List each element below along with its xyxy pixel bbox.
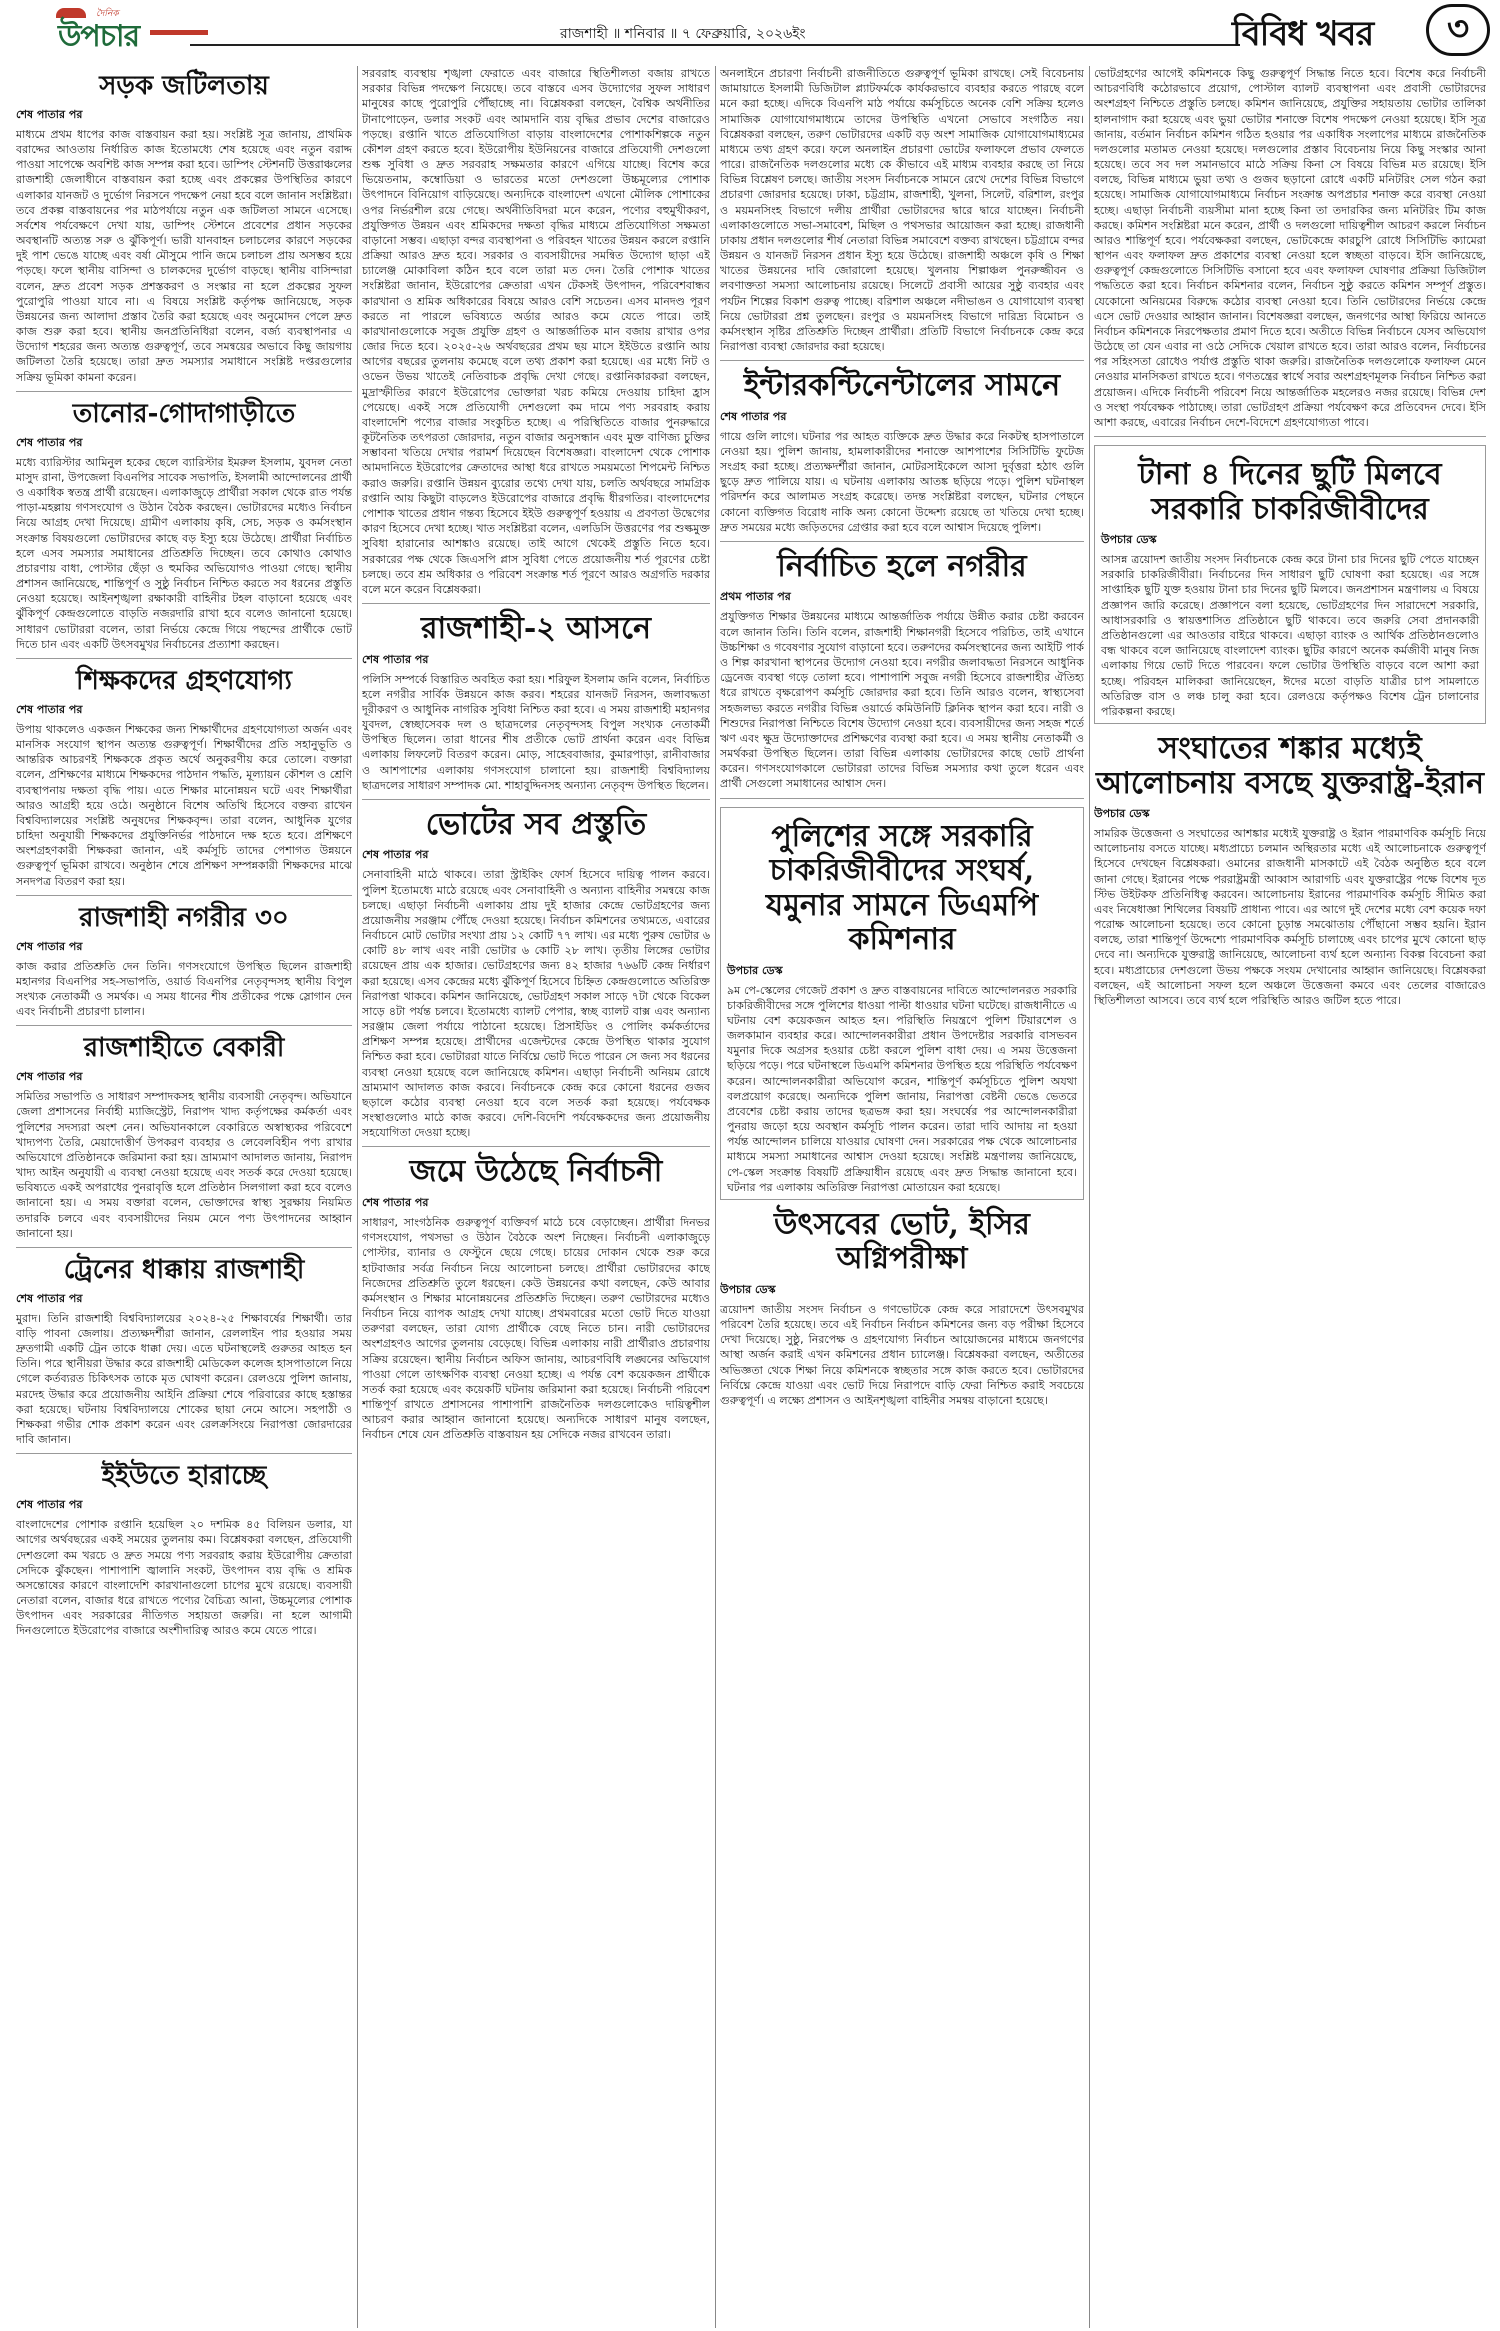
story-police-clash[interactable] bbox=[720, 807, 1084, 1200]
column-2 bbox=[362, 66, 710, 2328]
story-body: সমিতির সভাপতি ও সাধারণ সম্পাদকসহ স্থানীয় ব্যবসায়ী নেতৃবৃন্দ। অভিযানে জেলা প্রশাসনের নির্বাহী ম্যাজিস্ট্রেট, নিরাপদ খাদ্য কর্তৃপক্ষের কর্মকর্তা এবং পুলিশের সদস্যরা অংশ নেন। অভিযানকালে বেকারিতে অস্বাস্থ্যকর পরিবেশে খাদ্যপণ্য তৈরি, মেয়াদোত্তীর্ণ উপকরণ ব্যবহার ও লেবেলবিহীন পণ্য রাখার অভিযোগে প্রতিষ্ঠানকে জরিমানা করা হয়। ভ্রাম্যমাণ আদালত জানায়, নিরাপদ খাদ্য আইন অনুযায়ী এ ব্যবস্থা নেওয়া হয়েছে এবং সতর্ক করে দেওয়া হয়েছে। ভবিষ্যতে একই অপরাধের পুনরাবৃত্তি হলে প্রতিষ্ঠান সিলগালা করা হবে বলেও জানানো হয়। এ সময় বক্তারা বলেন, ভোক্তাদের স্বাস্থ্য সুরক্ষায় নিয়মিত তদারকি চলবে এবং ব্যবসায়ীদের নিয়ম মেনে পণ্য উৎপাদনের আহ্বান জানানো হয়। bbox=[16, 1090, 352, 1240]
story-headline[interactable]: ইইউতে হারাচ্ছে bbox=[101, 1461, 267, 1492]
column-divider bbox=[1089, 66, 1090, 2328]
story-body: মাধ্যমে প্রথম ধাপের কাজ বাস্তবায়ন করা হয়। সংশ্লিষ্ট সূত্র জানায়, প্রাথমিক বরাদ্দের আওতায় নির্ধারিত কাজ ইতোমধ্যে শেষ হয়েছে এবং নতুন বরাদ্দ পাওয়া সাপেক্ষে অবশিষ্ট কাজ সম্পন্ন করা হবে। ডাম্পিং স্টেশনটি উত্তরাঞ্চলের রাজশাহী জেলাধীনে বাস্তবায়ন করা হচ্ছে এবং প্রকল্পের উপস্থিতির কারণে এলাকার যানজট ও দুর্ভোগ নিরসনে পদক্ষেপ নেয়া হবে বলে জানান সংশ্লিষ্টরা। তবে প্রকল্প বাস্তবায়নের পর মাঠপর্যায়ে নতুন এক জটিলতা সামনে এসেছে। সর্বশেষ পর্যবেক্ষণে দেখা যায়, ডাম্পিং স্টেশনে প্রবেশের প্রধান সড়কের অবস্থানটি অত্যন্ত সরু ও ঝুঁকিপূর্ণ। ভারী যানবাহন চলাচলের কারণে সড়কের দুই পাশ ভেঙে যাচ্ছে এবং বর্ষা মৌসুমে পানি জমে চলাচল প্রায় অসম্ভব হয়ে পড়ছে। ফলে স্থানীয় বাসিন্দা ও চালকদের দুর্ভোগ বাড়ছে। স্থানীয় বাসিন্দারা বলেন, দ্রুত প্রবেশ সড়ক প্রশস্তকরণ ও সংস্কার না হলে প্রকল্পের সুফল পুরোপুরি পাওয়া যাবে না। এ বিষয়ে সংশ্লিষ্ট কর্তৃপক্ষ জানিয়েছে, সড়ক উন্নয়নের জন্য আলাদা প্রস্তাব তৈরি করা হয়েছে এবং অনুমোদন পেলে দ্রুত কাজ শুরু করা হবে। স্থানীয় জনপ্রতিনিধিরা বলেন, বর্জ্য ব্যবস্থাপনার এ উদ্যোগ শহরের জন্য অত্যন্ত গুরুত্বপূর্ণ, তবে সমন্বয়ের অভাবে কিছু জায়গায় জটিলতা তৈরি হয়েছে। তারা দ্রুত সমস্যার সমাধানে সংশ্লিষ্ট দপ্তরগুলোর সক্রিয় ভূমিকা কামনা করেন। bbox=[16, 127, 352, 384]
story-four-day-holiday[interactable] bbox=[1094, 445, 1486, 724]
story-jump-label: শেষ পাতার পর bbox=[16, 107, 83, 121]
story-continued-economy[interactable] bbox=[362, 66, 710, 604]
story-continued-campaign[interactable] bbox=[720, 66, 1084, 361]
page-number: ৩ bbox=[1426, 4, 1490, 56]
story-body: সরবরাহ ব্যবস্থায় শৃঙ্খলা ফেরাতে এবং বাজারে স্থিতিশীলতা বজায় রাখতে সরকার বিভিন্ন পদক্ষেপ নিয়েছে। তবে বাস্তবে এসব উদ্যোগের সুফল সাধারণ মানুষের কাছে পুরোপুরি পৌঁছাচ্ছে না। বিশ্লেষকরা বলছেন, বৈশ্বিক অর্থনীতির টানাপোড়েন, ডলার সংকট এবং আমদানি ব্যয় বৃদ্ধির প্রভাব দেশের বাজারেও পড়ছে। রপ্তানি খাতে প্রতিযোগিতা বাড়ায় বাংলাদেশের পোশাকশিল্পকে নতুন কৌশল গ্রহণ করতে হবে। ইউরোপীয় ইউনিয়নের বাজারে প্রতিযোগী দেশগুলো শুল্ক সুবিধা ও দ্রুত সরবরাহ সক্ষমতার কারণে এগিয়ে যাচ্ছে। বিশেষ করে ভিয়েতনাম, কম্বোডিয়া ও ভারতের মতো দেশগুলো উচ্চমূল্যের পোশাক উৎপাদনে বিনিয়োগ বাড়িয়েছে। অন্যদিকে বাংলাদেশ এখনো মৌলিক পোশাকের ওপর নির্ভরশীল রয়ে গেছে। অর্থনীতিবিদরা মনে করেন, পণ্যের বহুমুখীকরণ, প্রযুক্তিগত উন্নয়ন এবং শ্রমিকদের দক্ষতা বৃদ্ধির মাধ্যমে প্রতিযোগিতা সক্ষমতা বাড়ানো সম্ভব। এছাড়া বন্দর ব্যবস্থাপনা ও পরিবহন খাতের উন্নয়ন করলে রপ্তানি প্রক্রিয়া আরও দ্রুত হবে। সরকার ও ব্যবসায়ীদের সমন্বিত উদ্যোগ ছাড়া এই চ্যালেঞ্জ মোকাবিলা কঠিন হবে বলে তারা মত দেন। তৈরি পোশাক খাতের সংশ্লিষ্টরা জানান, ইউরোপের ক্রেতারা এখন টেকসই উৎপাদন, পরিবেশবান্ধব কারখানা ও শ্রমিক অধিকারের বিষয়ে আরও বেশি সচেতন। এসব মানদণ্ড পূরণ করতে না পারলে ভবিষ্যতে অর্ডার আরও কমে যেতে পারে। তাই কারখানাগুলোকে সবুজ প্রযুক্তি গ্রহণ ও আন্তর্জাতিক মান বজায় রাখার ওপর জোর দিতে হবে। ২০২৫-২৬ অর্থবছরের প্রথম ছয় মাসে ইইউতে রপ্তানি আয় আগের বছরের তুলনায় কমেছে বলে তথ্য প্রকাশ করা হয়েছে। এর মধ্যে নিট ও ওভেন উভয় খাতেই নেতিবাচক প্রবৃদ্ধি দেখা গেছে। রপ্তানিকারকরা বলছেন, মুদ্রাস্ফীতির কারণে ইউরোপের ভোক্তারা খরচ কমিয়ে দেওয়ায় চাহিদা হ্রাস পেয়েছে। একই সঙ্গে প্রতিযোগী দেশগুলো কম দামে পণ্য সরবরাহ করায় বাংলাদেশি পণ্যের বাজার সংকুচিত হচ্ছে। এ পরিস্থিতিতে বাজার পুনরুদ্ধারে কূটনৈতিক তৎপরতা জোরদার, নতুন বাজার অনুসন্ধান এবং মুক্ত বাণিজ্য চুক্তির সম্ভাবনা খতিয়ে দেখার পরামর্শ দিয়েছেন বিশেষজ্ঞরা। বাংলাদেশ থেকে পোশাক আমদানিতে ইউরোপের ক্রেতাদের আস্থা ধরে রাখতে সময়মতো শিপমেন্ট নিশ্চিত করাও জরুরি। রপ্তানি উন্নয়ন ব্যুরোর তথ্যে দেখা যায়, চলতি অর্থবছরে সামগ্রিক রপ্তানি আয় কিছুটা বাড়লেও ইউরোপের বাজারে প্রবৃদ্ধি ধীরগতির। বাংলাদেশের পোশাক খাতের প্রধান গন্তব্য হিসেবে ইইউ গুরুত্বপূর্ণ হওয়ায় এ প্রবণতা উদ্বেগের কারণ হিসেবে দেখা হচ্ছে। খাত সংশ্লিষ্টরা বলেন, এলডিসি উত্তরণের পর শুল্কমুক্ত সুবিধা হারানোর আশঙ্কাও রয়েছে। তাই আগে থেকেই প্রস্তুতি নিতে হবে। সরকারের পক্ষ থেকে জিএসপি প্লাস সুবিধা পেতে প্রয়োজনীয় শর্ত পূরণের চেষ্টা চলছে। তবে শ্রম অধিকার ও পরিবেশ সংক্রান্ত শর্ত পূরণে আরও অগ্রগতি দরকার বলে মনে করেন বিশ্লেষকরা। bbox=[362, 67, 710, 596]
story-body: ত্রয়োদশ জাতীয় সংসদ নির্বাচন ও গণভোটকে কেন্দ্র করে সারাদেশে উৎসবমুখর পরিবেশ তৈরি হয়েছে। তবে এই নির্বাচন নির্বাচন কমিশনের জন্য বড় পরীক্ষা হিসেবে দেখা দিয়েছে। সুষ্ঠু, নিরপেক্ষ ও গ্রহণযোগ্য নির্বাচন আয়োজনের মাধ্যমে জনগণের আস্থা অর্জন করাই এখন কমিশনের প্রধান চ্যালেঞ্জ। বিশ্লেষকরা বলছেন, অতীতের অভিজ্ঞতা থেকে শিক্ষা নিয়ে কমিশনকে স্বচ্ছতার সঙ্গে কাজ করতে হবে। ভোটারদের নির্বিঘ্নে কেন্দ্রে যাওয়া এবং ভোট দিয়ে নিরাপদে বাড়ি ফেরা নিশ্চিত করাই সবচেয়ে গুরুত্বপূর্ণ। এ লক্ষ্যে প্রশাসন ও আইনশৃঙ্খলা বাহিনীর সমন্বয় বাড়ানো হয়েছে। bbox=[720, 1302, 1084, 1407]
story-jump-label: শেষ পাতার পর bbox=[16, 435, 83, 449]
story-body: গায়ে গুলি লাগে। ঘটনার পর আহত ব্যক্তিকে দ্রুত উদ্ধার করে নিকটস্থ হাসপাতালে নেওয়া হয়। পুলিশ জানায়, হামলাকারীদের শনাক্তে আশপাশের সিসিটিভি ফুটেজ সংগ্রহ করা হচ্ছে। প্রত্যক্ষদর্শীরা জানান, মোটরসাইকেলে আসা দুর্বৃত্তরা হঠাৎ গুলি ছুড়ে দ্রুত পালিয়ে যায়। এ ঘটনায় এলাকায় আতঙ্ক ছড়িয়ে পড়ে। পুলিশ ঘটনাস্থল পরিদর্শন করে আলামত সংগ্রহ করেছে। তদন্ত সংশ্লিষ্টরা বলছেন, ঘটনার পেছনে কোনো ব্যক্তিগত বিরোধ নাকি অন্য কোনো উদ্দেশ্য রয়েছে তা খতিয়ে দেখা হচ্ছে। দ্রুত সময়ের মধ্যে জড়িতদের গ্রেপ্তার করা হবে বলে আশ্বাস দিয়েছে পুলিশ। bbox=[720, 429, 1084, 534]
story-jump-label: শেষ পাতার পর bbox=[16, 1070, 83, 1084]
story-vote-preparation[interactable] bbox=[362, 808, 710, 1148]
story-body: অনলাইনে প্রচারণা নির্বাচনী রাজনীতিতে গুরুত্বপূর্ণ ভূমিকা রাখছে। সেই বিবেচনায় জামায়াতে ইসলামী ডিজিটাল প্ল্যাটফর্মকে কার্যকরভাবে ব্যবহার করতে পারছে বলে মনে করা হচ্ছে। এদিকে বিএনপি মাঠ পর্যায়ে কর্মসূচিতে অনেক বেশি সক্রিয় হলেও সামাজিক যোগাযোগমাধ্যমে তাদের উপস্থিতি এখনো সেভাবে সংগঠিত নয়। বিশ্লেষকরা বলছেন, তরুণ ভোটারদের একটি বড় অংশ সামাজিক যোগাযোগমাধ্যমের মাধ্যমে তথ্য গ্রহণ করে। ফলে অনলাইন প্রচারণা ভোটের ফলাফলে প্রভাব ফেলতে পারে। রাজনৈতিক দলগুলোর মধ্যে কে কীভাবে এই মাধ্যম ব্যবহার করছে তা নিয়ে বিভিন্ন বিশ্লেষণ চলছে। জাতীয় সংসদ নির্বাচনকে সামনে রেখে দেশের বিভিন্ন বিভাগে প্রচারণা জোরদার হয়েছে। ঢাকা, চট্টগ্রাম, রাজশাহী, খুলনা, সিলেট, বরিশাল, রংপুর ও ময়মনসিংহ বিভাগে দলীয় প্রার্থীরা ভোটারদের দ্বারে দ্বারে যাচ্ছেন। নির্বাচনী এলাকাগুলোতে সভা-সমাবেশ, মিছিল ও পথসভার আয়োজন করা হচ্ছে। রাজধানী ঢাকায় প্রধান দলগুলোর শীর্ষ নেতারা বিভিন্ন সমাবেশে বক্তব্য রাখছেন। চট্টগ্রামে বন্দর উন্নয়ন ও যানজট নিরসন প্রধান ইস্যু হয়ে উঠেছে। রাজশাহী অঞ্চলে কৃষি ও শিক্ষা খাতের উন্নয়নের দাবি জোরালো হয়েছে। খুলনায় শিল্পাঞ্চল পুনরুজ্জীবন ও লবণাক্ততা সমস্যা আলোচনায় রয়েছে। সিলেটে প্রবাসী আয়ের সুষ্ঠু ব্যবহার এবং পর্যটন শিল্পের বিকাশ গুরুত্ব পাচ্ছে। বরিশাল অঞ্চলে নদীভাঙন ও যোগাযোগ ব্যবস্থা নিয়ে ভোটাররা প্রশ্ন তুলছেন। রংপুর ও ময়মনসিংহ বিভাগে দারিদ্র্য বিমোচন ও কর্মসংস্থান সৃষ্টির প্রতিশ্রুতি দিচ্ছেন প্রার্থীরা। প্রতিটি বিভাগে নির্বাচনকে কেন্দ্র করে নিরাপত্তা ব্যবস্থা জোরদার করা হয়েছে। bbox=[720, 67, 1084, 354]
story-headline[interactable]: জমে উঠেছে নির্বাচনী bbox=[409, 1154, 663, 1190]
dateline: রাজশাহী ॥ শনিবার ॥ ৭ ফেব্রুয়ারি, ২০২৬ইং bbox=[560, 26, 806, 42]
story-jump-label: শেষ পাতার পর bbox=[16, 1291, 83, 1305]
story-headline[interactable]: নির্বাচিত হলে নগরীর bbox=[777, 548, 1027, 584]
story-body: বাংলাদেশের পোশাক রপ্তানি হয়েছিল ২০ দশমিক ৪৫ বিলিয়ন ডলার, যা আগের অর্থবছরের একই সময়ের তুলনায় কম। বিশ্লেষকরা বলছেন, প্রতিযোগী দেশগুলো কম খরচে ও দ্রুত সময়ে পণ্য সরবরাহ করায় ইউরোপীয় ক্রেতারা সেদিকে ঝুঁকছেন। পাশাপাশি জ্বালানি সংকট, উৎপাদন ব্যয় বৃদ্ধি ও শ্রমিক অসন্তোষের কারণে বাংলাদেশি কারখানাগুলো চাপের মুখে রয়েছে। ব্যবসায়ী নেতারা বলেন, বাজার ধরে রাখতে পণ্যের বৈচিত্র্য আনা, উচ্চমূল্যের পোশাক উৎপাদন এবং সরকারের নীতিগত সহায়তা জরুরি। না হলে আগামী দিনগুলোতে ইউরোপের বাজারে অংশীদারিত্ব আরও কমে যেতে পারে। bbox=[16, 1518, 352, 1638]
story-election-heats-up[interactable] bbox=[362, 1155, 710, 1448]
story-headline[interactable]: ট্রেনের ধাক্কায় রাজশাহী bbox=[63, 1254, 305, 1285]
story-body: ভোটগ্রহণের আগেই কমিশনকে কিছু গুরুত্বপূর্ণ সিদ্ধান্ত নিতে হবে। বিশেষ করে নির্বাচনী আচরণবিধি কঠোরভাবে প্রয়োগ, পোস্টাল ব্যালট ব্যবস্থাপনা এবং প্রবাসী ভোটারদের অংশগ্রহণ নিশ্চিতে প্রস্তুতি চলছে। কমিশন জানিয়েছে, প্রযুক্তির সহায়তায় ভোটার তালিকা হালনাগাদ করা হয়েছে এবং ভুয়া ভোটার শনাক্তে বিশেষ পদক্ষেপ নেওয়া হয়েছে। ইসি সূত্র জানায়, বর্তমান নির্বাচন কমিশন গঠিত হওয়ার পর একাধিক সংলাপের মাধ্যমে রাজনৈতিক দলগুলোর মতামত নেওয়া হয়েছে। দলগুলোর প্রস্তাব বিবেচনায় নিয়ে কিছু সংস্কার আনা হয়েছে। তবে সব দল সমানভাবে মাঠে সক্রিয় কিনা সে বিষয়ে বিভিন্ন মত রয়েছে। ইসি বলছে, বিভিন্ন মাধ্যমে ভুয়া তথ্য ও গুজব ছড়ানো রোধে একটি মনিটরিং সেল গঠন করা হয়েছে। সামাজিক যোগাযোগমাধ্যমে নির্বাচন সংক্রান্ত অপপ্রচার শনাক্ত করে ব্যবস্থা নেওয়া হচ্ছে। এছাড়া নির্বাচনী ব্যয়সীমা মানা হচ্ছে কিনা তা তদারকির জন্য মনিটরিং টিম কাজ করছে। কমিশন সংশ্লিষ্টরা মনে করেন, প্রার্থী ও দলগুলো দায়িত্বশীল আচরণ করলে নির্বাচন আরও শান্তিপূর্ণ হবে। পর্যবেক্ষকরা বলছেন, ভোটকেন্দ্রে কারচুপি রোধে সিসিটিভি ক্যামেরা স্থাপন এবং ফলাফল দ্রুত প্রকাশের ব্যবস্থা নেওয়া হলে স্বচ্ছতা বাড়বে। ইসি জানিয়েছে, গুরুত্বপূর্ণ কেন্দ্রগুলোতে সিসিটিভি বসানো হবে এবং ফলাফল ঘোষণার প্রক্রিয়া ডিজিটাল পদ্ধতিতে করা হবে। নির্বাচন কমিশনার বলেন, নির্বাচন সুষ্ঠু করতে কমিশন সম্পূর্ণ প্রস্তুত। যেকোনো অনিয়মের বিরুদ্ধে কঠোর ব্যবস্থা নেওয়া হবে। তিনি ভোটারদের নির্ভয়ে কেন্দ্রে এসে ভোট দেওয়ার আহ্বান জানান। বিশেষজ্ঞরা বলছেন, জনগণের আস্থা ফিরিয়ে আনতে নির্বাচন কমিশনকে নিরপেক্ষতার প্রমাণ দিতে হবে। অতীতে বিভিন্ন নির্বাচনে যেসব অভিযোগ উঠেছে তা যেন এবার না ওঠে সেদিকে খেয়াল রাখতে হবে। তারা আরও বলেন, নির্বাচনের পর সহিংসতা রোধেও পর্যাপ্ত প্রস্তুতি থাকা জরুরি। রাজনৈতিক দলগুলোকে ফলাফল মেনে নেওয়ার মানসিকতা রাখতে হবে। গণতন্ত্রের স্বার্থে সবার অংশগ্রহণমূলক নির্বাচন নিশ্চিত করা প্রয়োজন। এদিকে নির্বাচনী পরিবেশ নিয়ে আন্তর্জাতিক মহলেরও নজর রয়েছে। বিভিন্ন দেশ ও সংস্থা পর্যবেক্ষক পাঠাচ্ছে। তারা ভোটগ্রহণ প্রক্রিয়া পর্যবেক্ষণ করে প্রতিবেদন দেবে। ইসি আশা করছে, এবারের নির্বাচন দেশে-বিদেশে গ্রহণযোগ্যতা পাবে। bbox=[1094, 67, 1486, 429]
column-divider bbox=[357, 66, 358, 2328]
story-headline[interactable]: সংঘাতের শঙ্কার মধ্যেই আলোচনায় বসছে যুক্তরাষ্ট্র-ইরান bbox=[1095, 731, 1485, 801]
story-headline[interactable]: সড়ক জটিলতায় bbox=[99, 71, 269, 101]
column-divider bbox=[715, 66, 716, 2328]
story-jump-label: উপচার ডেস্ক bbox=[720, 1282, 776, 1296]
story-body: আসন্ন ত্রয়োদশ জাতীয় সংসদ নির্বাচনকে কেন্দ্র করে টানা চার দিনের ছুটি পেতে যাচ্ছেন সরকারি চাকরিজীবীরা। নির্বাচনের দিন সাধারণ ছুটি ঘোষণা করা হয়েছে। এর সঙ্গে সাপ্তাহিক ছুটি যুক্ত হওয়ায় টানা চার দিনের ছুটি মিলবে। জনপ্রশাসন মন্ত্রণালয় এ বিষয়ে প্রজ্ঞাপন জারি করেছে। প্রজ্ঞাপনে বলা হয়েছে, ভোটগ্রহণের দিন সারাদেশে সরকারি, আধাসরকারি ও স্বায়ত্তশাসিত প্রতিষ্ঠানে ছুটি থাকবে। তবে জরুরি সেবা প্রদানকারী প্রতিষ্ঠানগুলো এর আওতার বাইরে থাকবে। এছাড়া ব্যাংক ও আর্থিক প্রতিষ্ঠানগুলোও বন্ধ থাকবে বলে জানিয়েছে বাংলাদেশ ব্যাংক। ছুটির কারণে অনেক কর্মজীবী মানুষ নিজ এলাকায় গিয়ে ভোট দিতে পারবেন। ফলে ভোটার উপস্থিতি বাড়বে বলে আশা করা হচ্ছে। পরিবহন মালিকরা জানিয়েছেন, ঈদের মতো বাড়তি যাত্রীর চাপ সামলাতে অতিরিক্ত বাস ও লঞ্চ চালু করা হবে। রেলওয়ে কর্তৃপক্ষও বিশেষ ট্রেন চালানোর পরিকল্পনা করছে। bbox=[1101, 553, 1479, 718]
story-headline[interactable]: রাজশাহী-২ আসনে bbox=[420, 611, 651, 647]
story-jump-label: শেষ পাতার পর bbox=[720, 409, 787, 423]
story-jump-label: শেষ পাতার পর bbox=[362, 652, 429, 666]
story-jump-label: উপচার ডেস্ক bbox=[1094, 807, 1150, 821]
story-jump-label: শেষ পাতার পর bbox=[362, 1195, 429, 1209]
story-headline[interactable]: তানোর-গোদাগাড়ীতে bbox=[72, 398, 296, 429]
story-jump-label: উপচার ডেস্ক bbox=[727, 963, 783, 977]
story-body: সামরিক উত্তেজনা ও সংঘাতের আশঙ্কার মধ্যেই যুক্তরাষ্ট্র ও ইরান পারমাণবিক কর্মসূচি নিয়ে আলোচনায় বসতে যাচ্ছে। মধ্যপ্রাচ্যে চলমান অস্থিরতার মধ্যে এই আলোচনাকে গুরুত্বপূর্ণ হিসেবে দেখছেন বিশ্লেষকরা। ওমানের রাজধানী মাসকাটে এই বৈঠক অনুষ্ঠিত হবে বলে জানা গেছে। ইরানের পক্ষে পররাষ্ট্রমন্ত্রী আব্বাস আরাগচি এবং যুক্তরাষ্ট্রের পক্ষে বিশেষ দূত স্টিভ উইটকফ প্রতিনিধিত্ব করবেন। আলোচনায় ইরানের পারমাণবিক কর্মসূচি সীমিত করা এবং নিষেধাজ্ঞা শিথিলের বিষয়টি প্রাধান্য পাবে। এর আগে দুই দেশের মধ্যে বেশ কয়েক দফা পরোক্ষ আলোচনা হয়েছে। তবে কোনো চূড়ান্ত সমঝোতায় পৌঁছানো সম্ভব হয়নি। ইরান বলছে, তারা শান্তিপূর্ণ উদ্দেশ্যে পারমাণবিক কর্মসূচি চালাচ্ছে এবং চাপের মুখে কোনো ছাড় দেবে না। অন্যদিকে যুক্তরাষ্ট্র জানিয়েছে, আলোচনা ব্যর্থ হলে অন্যান্য বিকল্প বিবেচনা করা হবে। মধ্যপ্রাচ্যের দেশগুলো উভয় পক্ষকে সংযম দেখানোর আহ্বান জানিয়েছে। বিশ্লেষকরা বলছেন, এই আলোচনা সফল হলে অঞ্চলে উত্তেজনা কমবে এবং তেলের বাজারেও স্থিতিশীলতা আসবে। তবে ব্যর্থ হলে পরিস্থিতি আরও জটিল হতে পারে। bbox=[1094, 827, 1486, 1007]
story-body: সাধারণ, সাংগঠনিক গুরুত্বপূর্ণ ব্যক্তিবর্গ মাঠে চষে বেড়াচ্ছেন। প্রার্থীরা দিনভর গণসংযোগ, পথসভা ও উঠান বৈঠকে অংশ নিচ্ছেন। নির্বাচনী এলাকাজুড়ে পোস্টার, ব্যানার ও ফেস্টুনে ছেয়ে গেছে। চায়ের দোকান থেকে শুরু করে হাটবাজার সর্বত্র নির্বাচন নিয়ে আলোচনা চলছে। প্রার্থীরা ভোটারদের কাছে নিজেদের প্রতিশ্রুতি তুলে ধরছেন। কেউ উন্নয়নের কথা বলছেন, কেউ আবার কর্মসংস্থান ও শিক্ষার মানোন্নয়নের প্রতিশ্রুতি দিচ্ছেন। তরুণ ভোটারদের মধ্যেও নির্বাচন নিয়ে ব্যাপক আগ্রহ দেখা যাচ্ছে। প্রথমবারের মতো ভোট দিতে যাওয়া তরুণরা বলছেন, তারা যোগ্য প্রার্থীকে বেছে নিতে চান। নারী ভোটারদের অংশগ্রহণও আগের তুলনায় বেড়েছে। বিভিন্ন এলাকায় নারী প্রার্থীরাও প্রচারণায় সক্রিয় রয়েছেন। স্থানীয় নির্বাচন অফিস জানায়, আচরণবিধি লঙ্ঘনের অভিযোগ পাওয়া গেলে তাৎক্ষণিক ব্যবস্থা নেওয়া হচ্ছে। এ পর্যন্ত বেশ কয়েকজন প্রার্থীকে সতর্ক করা হয়েছে এবং কয়েকটি ঘটনায় জরিমানা করা হয়েছে। নির্বাচনী পরিবেশ শান্তিপূর্ণ রাখতে প্রশাসনের পাশাপাশি রাজনৈতিক দলগুলোকেও দায়িত্বশীল আচরণ করার আহ্বান জানানো হয়েছে। অন্যদিকে সাধারণ মানুষ বলছেন, নির্বাচন শেষে যেন প্রতিশ্রুতি বাস্তবায়ন হয় সেদিকে নজর রাখবেন তারা। bbox=[362, 1215, 710, 1442]
story-continued-ec[interactable] bbox=[1094, 66, 1486, 437]
story-headline[interactable]: রাজশাহী নগরীর ৩০ bbox=[79, 902, 289, 933]
story-headline[interactable]: রাজশাহীতে বেকারী bbox=[83, 1033, 285, 1064]
logo-accent-bar bbox=[150, 30, 208, 35]
story-jump-label: শেষ পাতার পর bbox=[16, 939, 83, 953]
story-us-iran-talks[interactable] bbox=[1094, 732, 1486, 1014]
logo-text: উপচার bbox=[58, 19, 140, 54]
story-headline[interactable]: উৎসবের ভোট, ইসির অগ্নিপরীক্ষা bbox=[774, 1206, 1030, 1277]
story-headline[interactable]: পুলিশের সঙ্গে সরকারি চাকরিজীবীদের সংঘর্ষ, যমুনার সামনে ডিএমপি কমিশনার bbox=[765, 818, 1039, 958]
column-3 bbox=[720, 66, 1084, 2328]
story-bakery[interactable] bbox=[16, 1034, 352, 1248]
story-jump-label: শেষ পাতার পর bbox=[362, 848, 429, 862]
story-body: ৯ম পে-স্কেলের গেজেট প্রকাশ ও দ্রুত বাস্তবায়নের দাবিতে আন্দোলনরত সরকারি চাকরিজীবীদের সঙ্গে পুলিশের ধাওয়া পাল্টা ধাওয়ার ঘটনা ঘটেছে। রাজধানীতে এ ঘটনায় বেশ কয়েকজন আহত হন। পরিস্থিতি নিয়ন্ত্রণে পুলিশ টিয়ারশেল ও জলকামান ব্যবহার করে। আন্দোলনকারীরা প্রধান উপদেষ্টার সরকারি বাসভবন যমুনার দিকে অগ্রসর হওয়ার চেষ্টা করলে পুলিশ বাধা দেয়। এ সময় উত্তেজনা ছড়িয়ে পড়ে। পরে ঘটনাস্থলে ডিএমপি কমিশনার উপস্থিত হয়ে পরিস্থিতি পর্যবেক্ষণ করেন। আন্দোলনকারীরা অভিযোগ করেন, শান্তিপূর্ণ কর্মসূচিতে পুলিশ অযথা বলপ্রয়োগ করেছে। অন্যদিকে পুলিশ জানায়, নিরাপত্তা বেষ্টনী ভেঙে ভেতরে প্রবেশের চেষ্টা করায় তাদের ছত্রভঙ্গ করা হয়। সংঘর্ষের পর আন্দোলনকারীরা পুনরায় জড়ো হয়ে অবস্থান কর্মসূচি পালন করেন। তারা দাবি আদায় না হওয়া পর্যন্ত আন্দোলন চালিয়ে যাওয়ার ঘোষণা দেন। সরকারের পক্ষ থেকে আলোচনার মাধ্যমে সমস্যা সমাধানের আশ্বাস দেওয়া হয়েছে। সংশ্লিষ্ট মন্ত্রণালয় জানিয়েছে, পে-স্কেল সংক্রান্ত বিষয়টি প্রক্রিয়াধীন রয়েছে এবং দ্রুত সিদ্ধান্ত জানানো হবে। ঘটনার পর এলাকায় অতিরিক্ত নিরাপত্তা মোতায়েন করা হয়েছে। bbox=[727, 983, 1077, 1194]
story-if-elected-city[interactable] bbox=[720, 550, 1084, 799]
story-eu-market[interactable] bbox=[16, 1462, 352, 1644]
story-train-accident[interactable] bbox=[16, 1256, 352, 1454]
story-intercontinental[interactable] bbox=[720, 369, 1084, 542]
story-rajshahi-ward-30[interactable] bbox=[16, 904, 352, 1027]
story-jump-label: প্রথম পাতার পর bbox=[720, 590, 791, 604]
story-body: মুরাদ। তিনি রাজশাহী বিশ্ববিদ্যালয়ের ২০২৪-২৫ শিক্ষাবর্ষের শিক্ষার্থী। তার বাড়ি পাবনা জেলায়। প্রত্যক্ষদর্শীরা জানান, রেললাইন পার হওয়ার সময় দ্রুতগামী একটি ট্রেন তাকে ধাক্কা দেয়। এতে ঘটনাস্থলেই গুরুতর আহত হন তিনি। পরে স্থানীয়রা উদ্ধার করে রাজশাহী মেডিকেল কলেজ হাসপাতালে নিয়ে গেলে কর্তব্যরত চিকিৎসক তাকে মৃত ঘোষণা করেন। রেলওয়ে পুলিশ জানায়, মরদেহ উদ্ধার করে প্রয়োজনীয় আইনি প্রক্রিয়া শেষে পরিবারের কাছে হস্তান্তর করা হয়েছে। ঘটনায় বিশ্ববিদ্যালয়ে শোকের ছায়া নেমে আসে। সহপাঠী ও শিক্ষকরা গভীর শোক প্রকাশ করেন এবং রেলক্রসিংয়ে নিরাপত্তা জোরদারের দাবি জানান। bbox=[16, 1311, 352, 1447]
story-jump-label: উপচার ডেস্ক bbox=[1101, 533, 1157, 547]
story-body: প্রযুক্তিগত শিক্ষার উন্নয়নের মাধ্যমে আন্তর্জাতিক পর্যায়ে উন্নীত করার চেষ্টা করবেন বলে জানান তিনি। তিনি বলেন, রাজশাহী শিক্ষানগরী হিসেবে পরিচিত, তাই এখানে উচ্চশিক্ষা ও গবেষণার সুযোগ বাড়ানো হবে। তরুণদের কর্মসংস্থানের জন্য আইটি পার্ক ও শিল্প কারখানা স্থাপনের উদ্যোগ নেওয়া হবে। নগরীর জলাবদ্ধতা নিরসনে আধুনিক ড্রেনেজ ব্যবস্থা গড়ে তোলা হবে। পাশাপাশি সবুজ নগরী হিসেবে রাজশাহীর ঐতিহ্য ধরে রাখতে বৃক্ষরোপণ কর্মসূচি জোরদার করা হবে। তিনি আরও বলেন, স্বাস্থ্যসেবা সহজলভ্য করতে নগরীর বিভিন্ন ওয়ার্ডে কমিউনিটি ক্লিনিক স্থাপন করা হবে। নারী ও শিশুদের নিরাপত্তা নিশ্চিতে বিশেষ উদ্যোগ নেওয়া হবে। ব্যবসায়ীদের জন্য সহজ শর্তে ঋণ এবং ক্ষুদ্র উদ্যোক্তাদের প্রশিক্ষণের ব্যবস্থা করা হবে। এ সময় স্থানীয় নেতাকর্মী ও সমর্থকরা উপস্থিত ছিলেন। তারা বিভিন্ন এলাকায় ভোটারদের কাছে ভোট প্রার্থনা করেন। গণসংযোগকালে ভোটাররা তাদের বিভিন্ন সমস্যার কথা তুলে ধরেন এবং প্রার্থী সেগুলো সমাধানের আশ্বাস দেন। bbox=[720, 610, 1084, 791]
story-festive-vote[interactable] bbox=[720, 1208, 1084, 1414]
story-headline[interactable]: শিক্ষকদের গ্রহণযোগ্য bbox=[76, 665, 292, 696]
story-tanore-godagari[interactable] bbox=[16, 400, 352, 659]
newspaper-logo[interactable] bbox=[28, 6, 178, 54]
story-rajshahi-2-seat[interactable] bbox=[362, 612, 710, 800]
story-body: মধ্যে ব্যারিস্টার আমিনুল হকের ছেলে ব্যারিস্টার ইমরুল ইসলাম, যুবদল নেতা মাসুদ রানা, উপজেলা বিএনপির সাবেক সভাপতি, ইসলামী আন্দোলনের প্রার্থী ও একাধিক স্বতন্ত্র প্রার্থী রয়েছেন। এলাকাজুড়ে প্রার্থীরা সকাল থেকে রাত পর্যন্ত পাড়া-মহল্লায় গণসংযোগ ও উঠান বৈঠক করছেন। ভোটারদের মধ্যেও নির্বাচন নিয়ে আগ্রহ দেখা দিয়েছে। গ্রামীণ এলাকায় কৃষি, সেচ, সড়ক ও কর্মসংস্থান সংক্রান্ত বিষয়গুলো ভোটারদের কাছে বড় ইস্যু হয়ে উঠেছে। প্রার্থীরা নির্বাচিত হলে এসব সমস্যার সমাধানের প্রতিশ্রুতি দিচ্ছেন। তবে কোথাও কোথাও প্রচারণায় বাধা, পোস্টার ছেঁড়া ও হুমকির অভিযোগও পাওয়া গেছে। স্থানীয় প্রশাসন জানিয়েছে, শান্তিপূর্ণ ও সুষ্ঠু নির্বাচন নিশ্চিত করতে সব ধরনের প্রস্তুতি নেওয়া হয়েছে। আইনশৃঙ্খলা রক্ষাকারী বাহিনীর টহল বাড়ানো হয়েছে এবং ঝুঁকিপূর্ণ কেন্দ্রগুলোতে বাড়তি নজরদারি রাখা হবে বলেও জানানো হয়েছে। সাধারণ ভোটাররা বলেন, তারা নির্ভয়ে কেন্দ্রে গিয়ে পছন্দের প্রার্থীকে ভোট দিতে চান এবং একটি উৎসবমুখর নির্বাচনের প্রত্যাশা করছেন। bbox=[16, 455, 352, 651]
masthead bbox=[0, 0, 1500, 62]
story-headline[interactable]: টানা ৪ দিনের ছুটি মিলবে সরকারি চাকরিজীবীদের bbox=[1138, 457, 1442, 527]
story-headline[interactable]: ইন্টারকন্টিনেন্টালের সামনে bbox=[743, 368, 1061, 404]
story-jump-label: শেষ পাতার পর bbox=[16, 702, 83, 716]
logo-small-text: দৈনিক bbox=[96, 9, 119, 19]
story-road-complexity[interactable] bbox=[16, 72, 352, 392]
column-4 bbox=[1094, 66, 1486, 2328]
story-teachers[interactable] bbox=[16, 667, 352, 896]
story-body: কাজ করার প্রতিশ্রুতি দেন তিনি। গণসংযোগে উপস্থিত ছিলেন রাজশাহী মহানগর বিএনপির সহ-সভাপতি, ওয়ার্ড বিএনপির নেতৃবৃন্দসহ স্থানীয় বিপুল সংখ্যক নেতাকর্মী ও সমর্থক। এ সময় ধানের শীষ প্রতীকের পক্ষে স্লোগান দেন এবং নির্বাচনী প্রচারণা চালান। bbox=[16, 959, 352, 1019]
story-jump-label: শেষ পাতার পর bbox=[16, 1498, 83, 1512]
story-headline[interactable]: ভোটের সব প্রস্তুতি bbox=[425, 806, 647, 842]
column-1 bbox=[16, 66, 352, 2328]
story-body: উপায় থাকলেও একজন শিক্ষকের জন্য শিক্ষার্থীদের গ্রহণযোগ্যতা অর্জন এবং মানসিক সংযোগ স্থাপন অত্যন্ত গুরুত্বপূর্ণ। শিক্ষার্থীদের প্রতি সহানুভূতি ও আন্তরিক আচরণই শিক্ষককে প্রকৃত অর্থে অনুকরণীয় করে তোলে। বক্তারা বলেন, প্রশিক্ষণের মাধ্যমে শিক্ষকদের পাঠদান পদ্ধতি, মূল্যায়ন কৌশল ও শ্রেণি ব্যবস্থাপনায় দক্ষতা বৃদ্ধি পায়। এতে শিক্ষার মানোন্নয়ন ঘটে এবং শিক্ষার্থীরা আরও আগ্রহী হয়ে ওঠে। অনুষ্ঠানে বিশেষ অতিথি হিসেবে বক্তব্য রাখেন বিশ্ববিদ্যালয়ের সংশ্লিষ্ট অনুষদের শিক্ষকবৃন্দ। তারা বলেন, আধুনিক যুগের চাহিদা অনুযায়ী শিক্ষকদের প্রযুক্তিনির্ভর পাঠদানে দক্ষ হতে হবে। প্রশিক্ষণে অংশগ্রহণকারী শিক্ষকরা জানান, এই কর্মসূচি তাদের পেশাগত উন্নয়নে গুরুত্বপূর্ণ ভূমিকা রাখবে। অনুষ্ঠান শেষে প্রশিক্ষণ সম্পন্নকারী শিক্ষকদের মাঝে সনদপত্র বিতরণ করা হয়। bbox=[16, 722, 352, 888]
section-title: বিবিধ খবর bbox=[1232, 14, 1374, 54]
story-body: সেনাবাহিনী মাঠে থাকবে। তারা স্ট্রাইকিং ফোর্স হিসেবে দায়িত্ব পালন করবে। পুলিশ ইতোমধ্যে মাঠে রয়েছে এবং সেনাবাহিনী ও অন্যান্য বাহিনীর সমন্বয়ে কাজ চলছে। এছাড়া নির্বাচনী এলাকায় প্রায় দুই হাজার কেন্দ্রে ভোটগ্রহণের জন্য প্রয়োজনীয় সরঞ্জাম পৌঁছে দেওয়া হয়েছে। নির্বাচন কমিশনের তথ্যমতে, এবারের নির্বাচনে মোট ভোটার সংখ্যা প্রায় ১২ কোটি ৭৭ লাখ। এর মধ্যে পুরুষ ভোটার ৬ কোটি ৪৮ লাখ এবং নারী ভোটার ৬ কোটি ২৮ লাখ। তৃতীয় লিঙ্গের ভোটার রয়েছেন প্রায় এক হাজার। ভোটগ্রহণের জন্য ৪২ হাজার ৭৬৬টি কেন্দ্র নির্ধারণ করা হয়েছে। এসব কেন্দ্রের মধ্যে ঝুঁকিপূর্ণ হিসেবে চিহ্নিত কেন্দ্রগুলোতে অতিরিক্ত নিরাপত্তা থাকবে। কমিশন জানিয়েছে, ভোটগ্রহণ সকাল সাড়ে ৭টা থেকে বিকেল সাড়ে ৪টা পর্যন্ত চলবে। ইতোমধ্যে ব্যালট পেপার, স্বচ্ছ ব্যালট বাক্স এবং অন্যান্য সরঞ্জাম জেলা পর্যায়ে পাঠানো হয়েছে। প্রিসাইডিং ও পোলিং কর্মকর্তাদের প্রশিক্ষণ সম্পন্ন হয়েছে। প্রার্থীদের এজেন্টদের কেন্দ্রে উপস্থিত থাকার সুযোগ নিশ্চিত করা হবে। ভোটাররা যাতে নির্বিঘ্নে ভোট দিতে পারেন সে জন্য সব ধরনের ব্যবস্থা নেওয়া হয়েছে বলে জানিয়েছে কমিশন। এছাড়া নির্বাচনী অনিয়ম রোধে ভ্রাম্যমাণ আদালত কাজ করবে। নির্বাচনকে কেন্দ্র করে কোনো ধরনের গুজব ছড়ালে কঠোর ব্যবস্থা নেওয়া হবে বলে সতর্ক করা হয়েছে। পর্যবেক্ষক সংস্থাগুলোও মাঠে কাজ করবে। দেশি-বিদেশি পর্যবেক্ষকদের জন্য প্রয়োজনীয় সহযোগিতা দেওয়া হচ্ছে। bbox=[362, 868, 710, 1140]
story-body: পলিসি সম্পর্কে বিস্তারিত অবহিত করা হয়। শরিফুল ইসলাম জনি বলেন, নির্বাচিত হলে নগরীর সার্বিক উন্নয়নে কাজ করব। শহরের যানজট নিরসন, জলাবদ্ধতা দূরীকরণ ও আধুনিক নাগরিক সুবিধা নিশ্চিত করা হবে। এ সময় রাজশাহী মহানগর যুবদল, স্বেচ্ছাসেবক দল ও ছাত্রদলের নেতৃবৃন্দসহ বিপুল সংখ্যক নেতাকর্মী উপস্থিত ছিলেন। তারা ধানের শীষ প্রতীকে ভোট প্রার্থনা করেন এবং বিভিন্ন এলাকায় লিফলেট বিতরণ করেন। মোড়, সাহেববাজার, কুমারপাড়া, রানীবাজার ও আশপাশের এলাকায় গণসংযোগ চালানো হয়। রাজশাহী বিশ্ববিদ্যালয় ছাত্রদলের সাধারণ সম্পাদক মো. শাহাবুদ্দিনসহ অন্যান্য নেতৃবৃন্দ উপস্থিত ছিলেন। bbox=[362, 672, 710, 792]
